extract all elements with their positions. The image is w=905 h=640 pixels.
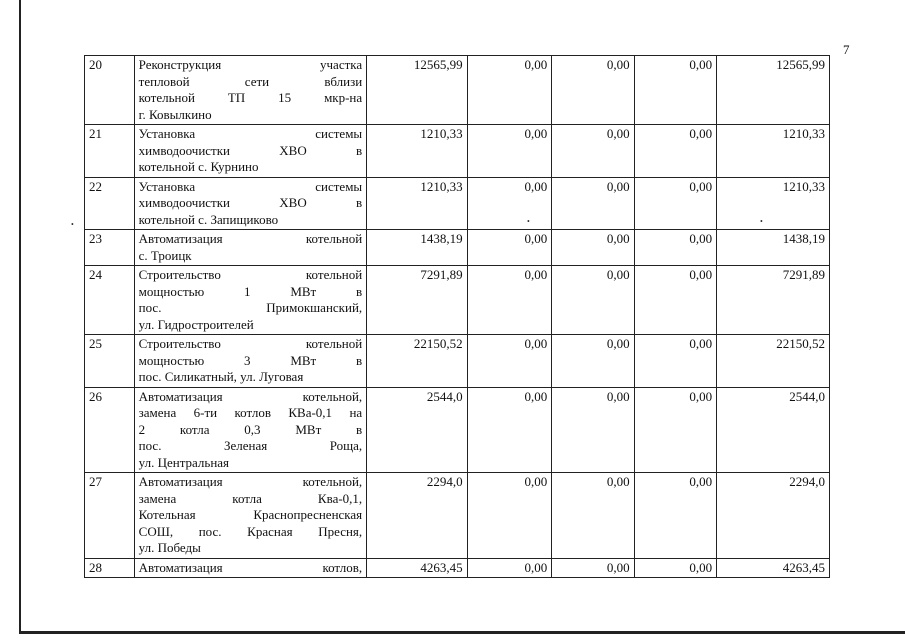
description-cell (134, 473, 367, 559)
federal-budget-cell: 0,00 (467, 125, 552, 178)
row-number-cell: 26 (85, 387, 135, 473)
row-number-cell: 20 (85, 56, 135, 125)
table-row (85, 56, 830, 125)
description-line: Установка системы (138, 178, 363, 194)
total-cost-cell: 1210,33 (367, 125, 467, 178)
federal-budget-cell: 0,00 (467, 558, 552, 578)
budget-table (84, 55, 830, 578)
regional-budget-cell: 0,00 (552, 335, 634, 388)
federal-budget-cell: 0,00 (467, 387, 552, 473)
description-line: Автоматизация котлов, (138, 559, 363, 575)
scan-speck: • (527, 217, 530, 226)
description-line: ул. Победы (138, 540, 201, 555)
extra-budget-cell: 2544,0 (717, 387, 830, 473)
row-number-cell: 27 (85, 473, 135, 559)
extra-budget-cell: 1210,33 (717, 177, 830, 230)
federal-budget-cell: 0,00 (467, 56, 552, 125)
table-row (85, 177, 830, 230)
local-budget-cell: 0,00 (634, 177, 716, 230)
description-line: Автоматизация котельной (138, 231, 363, 246)
description-line: Автоматизация котельной, (138, 388, 363, 404)
scan-speck: • (760, 217, 763, 226)
description-line: котельной с. Курнино (138, 159, 259, 174)
regional-budget-cell: 0,00 (552, 56, 634, 125)
table-row (85, 473, 830, 559)
table-row (85, 387, 830, 473)
federal-budget-cell: 0,00 (467, 177, 552, 230)
local-budget-cell: 0,00 (634, 266, 716, 335)
description-line: Реконструкция участка (138, 57, 363, 72)
local-budget-cell: 0,00 (634, 230, 716, 266)
description-line: Строительство котельной (138, 267, 363, 282)
total-cost-cell: 22150,52 (367, 335, 467, 388)
table-row (85, 230, 830, 266)
table-row (85, 266, 830, 335)
description-line: Автоматизация котельной, (138, 474, 363, 489)
description-line: Установка системы (138, 126, 363, 141)
description-line: Котельная Краснопресненская (138, 507, 363, 522)
description-line: котельной ТП 15 мкр-на (138, 90, 363, 105)
regional-budget-cell: 0,00 (552, 473, 634, 559)
description-line: замена 6-ти котлов КВа-0,1 на (138, 405, 363, 420)
total-cost-cell: 12565,99 (367, 56, 467, 125)
description-cell (134, 266, 367, 335)
description-cell (134, 125, 367, 178)
row-number-cell: 23 (85, 230, 135, 266)
total-cost-cell: 1438,19 (367, 230, 467, 266)
table-row (85, 335, 830, 388)
regional-budget-cell: 0,00 (552, 230, 634, 266)
description-cell (134, 230, 367, 266)
description-line: 2 котла 0,3 МВт в (138, 421, 363, 437)
description-line: Строительство котельной (138, 336, 363, 351)
extra-budget-cell: 1210,33 (717, 125, 830, 178)
table-row (85, 125, 830, 178)
description-line: химводоочистки ХВО в (138, 142, 363, 158)
total-cost-cell: 1210,33 (367, 177, 467, 230)
row-number-cell: 25 (85, 335, 135, 388)
description-line: ул. Гидростроителей (138, 316, 254, 332)
extra-budget-cell: 12565,99 (717, 56, 830, 125)
description-line: с. Троицк (138, 247, 192, 263)
row-number-cell: 22 (85, 177, 135, 230)
local-budget-cell: 0,00 (634, 558, 716, 578)
description-line: пос. Примокшанский, (138, 300, 363, 315)
description-line: пос. Силикатный, ул. Луговая (138, 369, 304, 384)
description-line: пос. Зеленая Роща, (138, 438, 363, 453)
description-line: г. Ковылкино (138, 106, 212, 122)
total-cost-cell: 2294,0 (367, 473, 467, 559)
description-line: мощностью 3 МВт в (138, 352, 363, 368)
total-cost-cell: 4263,45 (367, 558, 467, 578)
page-number: 7 (843, 42, 850, 57)
description-line: ул. Центральная (138, 454, 230, 470)
federal-budget-cell: 0,00 (467, 230, 552, 266)
extra-budget-cell: 22150,52 (717, 335, 830, 388)
local-budget-cell: 0,00 (634, 473, 716, 559)
federal-budget-cell: 0,00 (467, 335, 552, 388)
description-cell (134, 387, 367, 473)
description-line: СОШ, пос. Красная Пресня, (138, 523, 363, 539)
table-row (85, 558, 830, 578)
description-cell (134, 335, 367, 388)
description-line: химводоочистки ХВО в (138, 195, 363, 210)
extra-budget-cell: 1438,19 (717, 230, 830, 266)
local-budget-cell: 0,00 (634, 335, 716, 388)
regional-budget-cell: 0,00 (552, 266, 634, 335)
local-budget-cell: 0,00 (634, 125, 716, 178)
regional-budget-cell: 0,00 (552, 177, 634, 230)
local-budget-cell: 0,00 (634, 387, 716, 473)
bottom-margin-rule (19, 631, 905, 634)
description-line: тепловой сети вблизи (138, 73, 363, 89)
description-cell (134, 56, 367, 125)
total-cost-cell: 2544,0 (367, 387, 467, 473)
total-cost-cell: 7291,89 (367, 266, 467, 335)
federal-budget-cell: 0,00 (467, 473, 552, 559)
description-line: мощностью 1 МВт в (138, 283, 363, 299)
description-line: котельной с. Запищиково (138, 211, 279, 227)
row-number-cell: 21 (85, 125, 135, 178)
federal-budget-cell: 0,00 (467, 266, 552, 335)
local-budget-cell: 0,00 (634, 56, 716, 125)
regional-budget-cell: 0,00 (552, 387, 634, 473)
left-margin-rule (19, 0, 21, 634)
description-cell (134, 177, 367, 230)
regional-budget-cell: 0,00 (552, 125, 634, 178)
extra-budget-cell: 2294,0 (717, 473, 830, 559)
description-cell (134, 558, 367, 578)
scan-speck: • (71, 220, 74, 229)
extra-budget-cell: 4263,45 (717, 558, 830, 578)
extra-budget-cell: 7291,89 (717, 266, 830, 335)
row-number-cell: 24 (85, 266, 135, 335)
description-line: замена котла Ква-0,1, (138, 490, 363, 506)
regional-budget-cell: 0,00 (552, 558, 634, 578)
row-number-cell: 28 (85, 558, 135, 578)
